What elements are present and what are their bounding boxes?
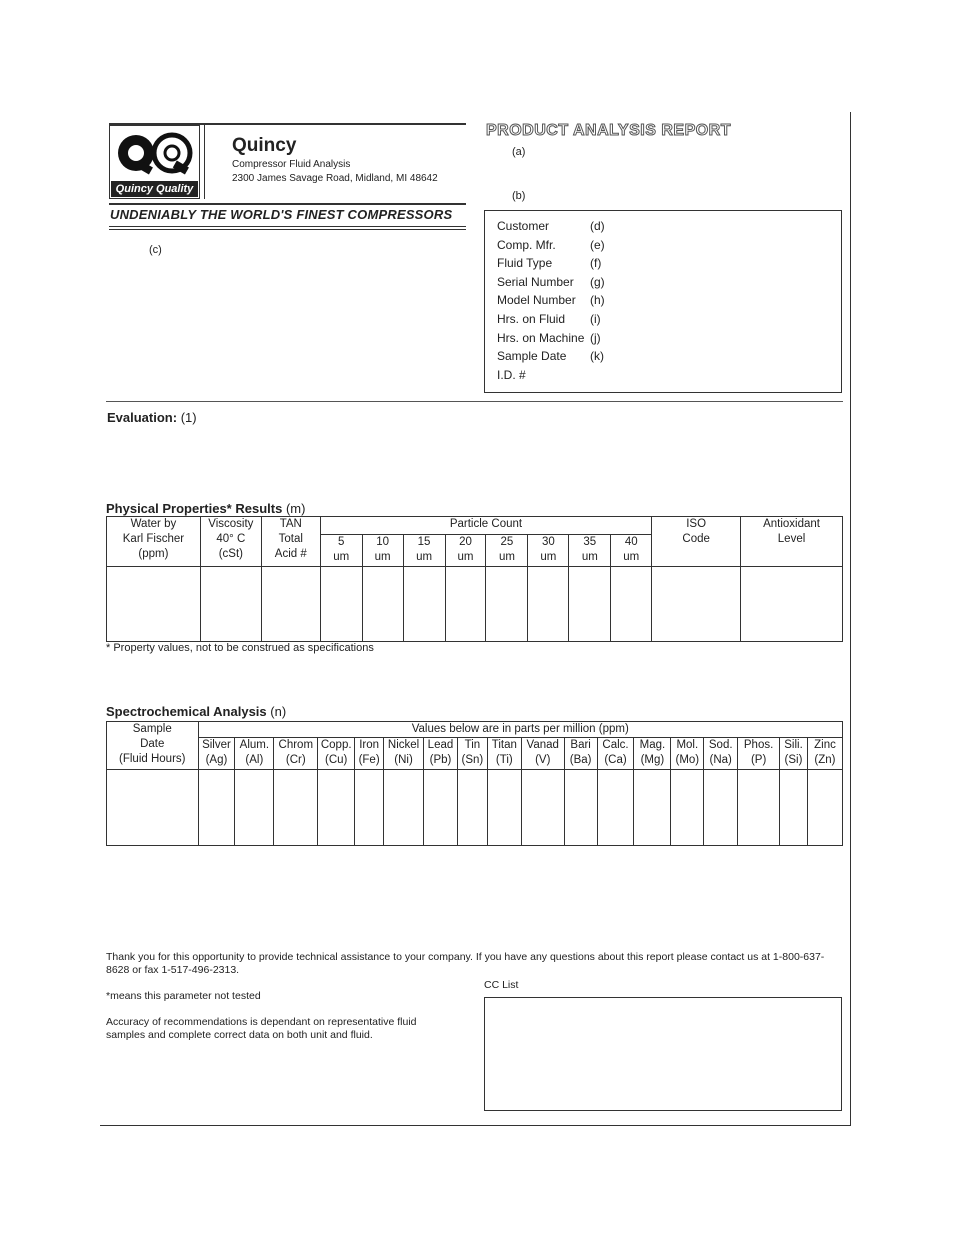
element-name: Lead <box>427 739 454 751</box>
element-symbol: (V) <box>535 754 551 766</box>
physical-result-cell <box>107 567 201 642</box>
physical-result-cell <box>445 567 486 642</box>
info-code: (h) <box>590 293 605 308</box>
element-name: Phos. <box>743 739 774 751</box>
particle-size-value: 5 <box>337 536 345 548</box>
element-name: Mol. <box>676 739 699 751</box>
company-tagline: UNDENIABLY THE WORLD'S FINEST COMPRESSORS <box>110 207 453 222</box>
section-divider <box>106 401 843 402</box>
element-symbol: (Sn) <box>461 754 484 766</box>
physical-results-row <box>107 567 843 642</box>
element-name: Sili. <box>784 739 803 751</box>
element-symbol: (Na) <box>709 754 732 766</box>
physical-properties-code: (m) <box>285 501 306 516</box>
element-symbol: (Zn) <box>814 754 836 766</box>
particle-size-value: 35 <box>583 536 597 548</box>
spectro-result-cell <box>597 770 634 846</box>
element-name: Chrom <box>278 739 314 751</box>
company-logo <box>109 125 200 199</box>
report-title: PRODUCT ANALYSIS REPORT <box>486 122 732 139</box>
particle-size-value: 15 <box>417 536 431 548</box>
particle-size-unit: um <box>333 551 350 563</box>
element-header-cell <box>424 738 458 770</box>
element-header-cell <box>235 738 274 770</box>
physical-footnote: * Property values, not to be construed as specifications <box>106 642 374 654</box>
ppm-values-header: Values below are in parts per million (ppm) <box>198 722 843 738</box>
element-header-cell <box>597 738 634 770</box>
evaluation-label: Evaluation: <box>107 410 178 425</box>
physical-result-cell <box>403 567 445 642</box>
element-header-cell <box>634 738 671 770</box>
spectro-result-cell <box>107 770 199 846</box>
info-code: (f) <box>590 256 602 271</box>
particle-size-cell <box>362 535 403 567</box>
spectro-result-cell <box>738 770 780 846</box>
info-code: (j) <box>590 330 601 345</box>
element-name: Nickel <box>387 739 420 751</box>
page-bottom-border <box>100 1125 851 1126</box>
viscosity-header <box>200 517 261 567</box>
element-header-cell <box>738 738 780 770</box>
tagline-divider <box>109 226 466 227</box>
accuracy-note-line-2: samples and complete correct data on both unit and fluid. <box>106 1029 373 1041</box>
element-symbol: (Ti) <box>495 754 513 766</box>
element-header-cell <box>384 738 424 770</box>
element-name: Tin <box>464 739 481 751</box>
company-subtitle: Compressor Fluid Analysis <box>232 159 351 170</box>
info-code: (k) <box>590 349 604 364</box>
element-name: Bari <box>570 739 591 751</box>
particle-size-unit: um <box>581 551 598 563</box>
physical-result-cell <box>652 567 741 642</box>
element-name: Sod. <box>708 739 733 751</box>
element-symbol: (P) <box>750 754 767 766</box>
spectro-result-cell <box>235 770 274 846</box>
physical-result-cell <box>486 567 528 642</box>
spectro-result-cell <box>274 770 318 846</box>
physical-result-cell <box>611 567 652 642</box>
physical-result-cell <box>569 567 611 642</box>
element-name: Zinc <box>814 739 836 751</box>
particle-size-unit: um <box>416 551 433 563</box>
sample-line-1: Sample <box>132 723 172 735</box>
tan-line-3: Acid # <box>274 548 307 560</box>
info-label: I.D. # <box>497 367 526 382</box>
water-header <box>107 517 201 567</box>
particle-size-unit: um <box>623 551 640 563</box>
element-symbol: (Ag) <box>205 754 228 766</box>
tan-header <box>261 517 320 567</box>
element-symbol: (Si) <box>784 754 803 766</box>
element-name: Calc. <box>602 739 629 751</box>
info-label: Hrs. on Fluid <box>497 312 566 326</box>
particle-size-value: 10 <box>376 536 390 548</box>
sample-line-2: Date <box>140 738 165 750</box>
element-header-cell <box>487 738 521 770</box>
tan-line-1: TAN <box>279 518 302 530</box>
spectro-result-cell <box>384 770 424 846</box>
page-right-border <box>850 112 851 1126</box>
element-header-cell <box>355 738 384 770</box>
thank-you-message: Thank you for this opportunity to provide technical assistance to your company. If you have any questions about this report please contact us at 1-800-637-8628 or fax 1-517-496-2313. <box>106 951 825 976</box>
element-header-cell <box>274 738 318 770</box>
physical-properties-heading <box>106 501 305 516</box>
particle-size-cell <box>611 535 652 567</box>
spectro-result-cell <box>564 770 597 846</box>
element-header-cell <box>457 738 487 770</box>
element-header-row <box>107 738 843 770</box>
info-code: (e) <box>590 237 605 252</box>
element-name: Vanad <box>526 739 559 751</box>
info-label: Serial Number <box>497 274 574 289</box>
element-symbol: (Ba) <box>569 754 592 766</box>
element-header-cell <box>671 738 704 770</box>
evaluation-code: (1) <box>180 410 197 425</box>
particle-count-header: Particle Count <box>320 517 652 535</box>
spectro-heading <box>106 704 286 719</box>
particle-size-value: 30 <box>541 536 555 548</box>
info-code: (d) <box>590 219 605 233</box>
info-code: (i) <box>590 312 601 326</box>
viscosity-line-2: 40° C <box>216 533 246 545</box>
element-name: Titan <box>491 739 517 751</box>
iso-header <box>652 517 741 567</box>
element-header-cell <box>521 738 564 770</box>
element-header-cell <box>807 738 842 770</box>
info-label: Sample Date <box>497 349 567 364</box>
particle-size-value: 20 <box>459 536 472 548</box>
element-header-cell <box>704 738 738 770</box>
particle-size-cell <box>403 535 445 567</box>
sample-date-header <box>107 722 199 770</box>
company-address: 2300 James Savage Road, Midland, MI 48642 <box>232 173 438 184</box>
physical-result-cell <box>200 567 261 642</box>
spectro-result-cell <box>671 770 704 846</box>
info-label: Customer <box>497 219 550 233</box>
viscosity-line-1: Viscosity <box>208 518 254 530</box>
field-code-b: (b) <box>512 190 526 202</box>
spectro-table <box>106 721 843 846</box>
element-name: Silver <box>202 739 231 751</box>
water-line-1: Water by <box>130 518 177 530</box>
antioxidant-line-1: Antioxidant <box>763 518 820 530</box>
spectro-result-cell <box>807 770 842 846</box>
info-label: Hrs. on Machine <box>497 330 585 345</box>
element-symbol: (Pb) <box>429 754 452 766</box>
spectro-code: (n) <box>270 704 287 719</box>
field-code-a: (a) <box>512 146 526 158</box>
spectro-result-cell <box>487 770 521 846</box>
spectro-result-cell <box>318 770 355 846</box>
element-symbol: (Fe) <box>358 754 380 766</box>
spectro-result-cell <box>457 770 487 846</box>
viscosity-line-3: (cSt) <box>218 548 243 560</box>
element-symbol: (Mo) <box>675 754 700 766</box>
element-symbol: (Cu) <box>325 754 348 766</box>
particle-size-unit: um <box>498 551 515 563</box>
particle-size-cell <box>569 535 611 567</box>
spectro-result-cell <box>424 770 458 846</box>
physical-result-cell <box>362 567 403 642</box>
info-label: Fluid Type <box>497 256 553 271</box>
field-code-c: (c) <box>149 244 162 256</box>
particle-size-unit: um <box>457 551 474 563</box>
particle-size-cell <box>528 535 569 567</box>
info-code: (g) <box>590 274 605 289</box>
particle-size-cell <box>486 535 528 567</box>
spectro-title: Spectrochemical Analysis <box>106 704 267 719</box>
physical-result-cell <box>741 567 843 642</box>
element-name: Copp. <box>320 739 352 751</box>
tan-line-2: Total <box>278 533 303 545</box>
element-header-cell <box>318 738 355 770</box>
spectro-result-cell <box>634 770 671 846</box>
element-symbol: (Mg) <box>640 754 665 766</box>
physical-properties-table <box>106 516 843 642</box>
info-label: Model Number <box>497 293 576 308</box>
cc-list-label: CC List <box>484 979 519 991</box>
element-name: Alum. <box>239 739 270 751</box>
tagline-divider <box>109 229 466 230</box>
element-symbol: (Ca) <box>604 754 627 766</box>
company-name: Quincy <box>232 135 297 156</box>
particle-size-cell <box>320 535 362 567</box>
element-header-cell <box>198 738 235 770</box>
logo-caption: Quincy Quality <box>111 181 198 197</box>
cc-list-box <box>484 997 842 1111</box>
particle-size-cell <box>445 535 486 567</box>
physical-result-cell <box>320 567 362 642</box>
water-line-3: (ppm) <box>138 548 169 560</box>
water-line-2: Karl Fischer <box>122 533 185 545</box>
element-symbol: (Ni) <box>394 754 413 766</box>
element-name: Iron <box>359 739 380 751</box>
element-symbol: (Cr) <box>285 754 306 766</box>
iso-line-2: Code <box>682 533 710 545</box>
element-symbol: (Al) <box>245 754 264 766</box>
spectro-result-cell <box>198 770 235 846</box>
physical-properties-title: Physical Properties* Results <box>106 501 283 516</box>
element-name: Mag. <box>639 739 666 751</box>
info-label: Comp. Mfr. <box>497 237 556 252</box>
particle-size-unit: um <box>540 551 557 563</box>
spectro-result-cell <box>704 770 738 846</box>
sample-line-3: (Fluid Hours) <box>119 753 186 765</box>
particle-size-value: 25 <box>500 536 514 548</box>
physical-result-cell <box>528 567 569 642</box>
spectro-result-cell <box>355 770 384 846</box>
particle-size-value: 40 <box>624 536 638 548</box>
physical-result-cell <box>261 567 320 642</box>
antioxidant-line-2: Level <box>777 533 806 545</box>
spectro-results-row <box>107 770 843 846</box>
element-header-cell <box>564 738 597 770</box>
not-tested-note: *means this parameter not tested <box>106 990 261 1002</box>
spectro-result-cell <box>780 770 808 846</box>
qq-logo-icon <box>114 129 196 181</box>
element-header-cell <box>780 738 808 770</box>
spectro-result-cell <box>521 770 564 846</box>
iso-line-1: ISO <box>686 518 707 530</box>
particle-size-unit: um <box>374 551 391 563</box>
evaluation-heading <box>107 410 197 425</box>
accuracy-note-line-1: Accuracy of recommendations is dependant on representative fluid <box>106 1016 417 1028</box>
antioxidant-header <box>741 517 843 567</box>
